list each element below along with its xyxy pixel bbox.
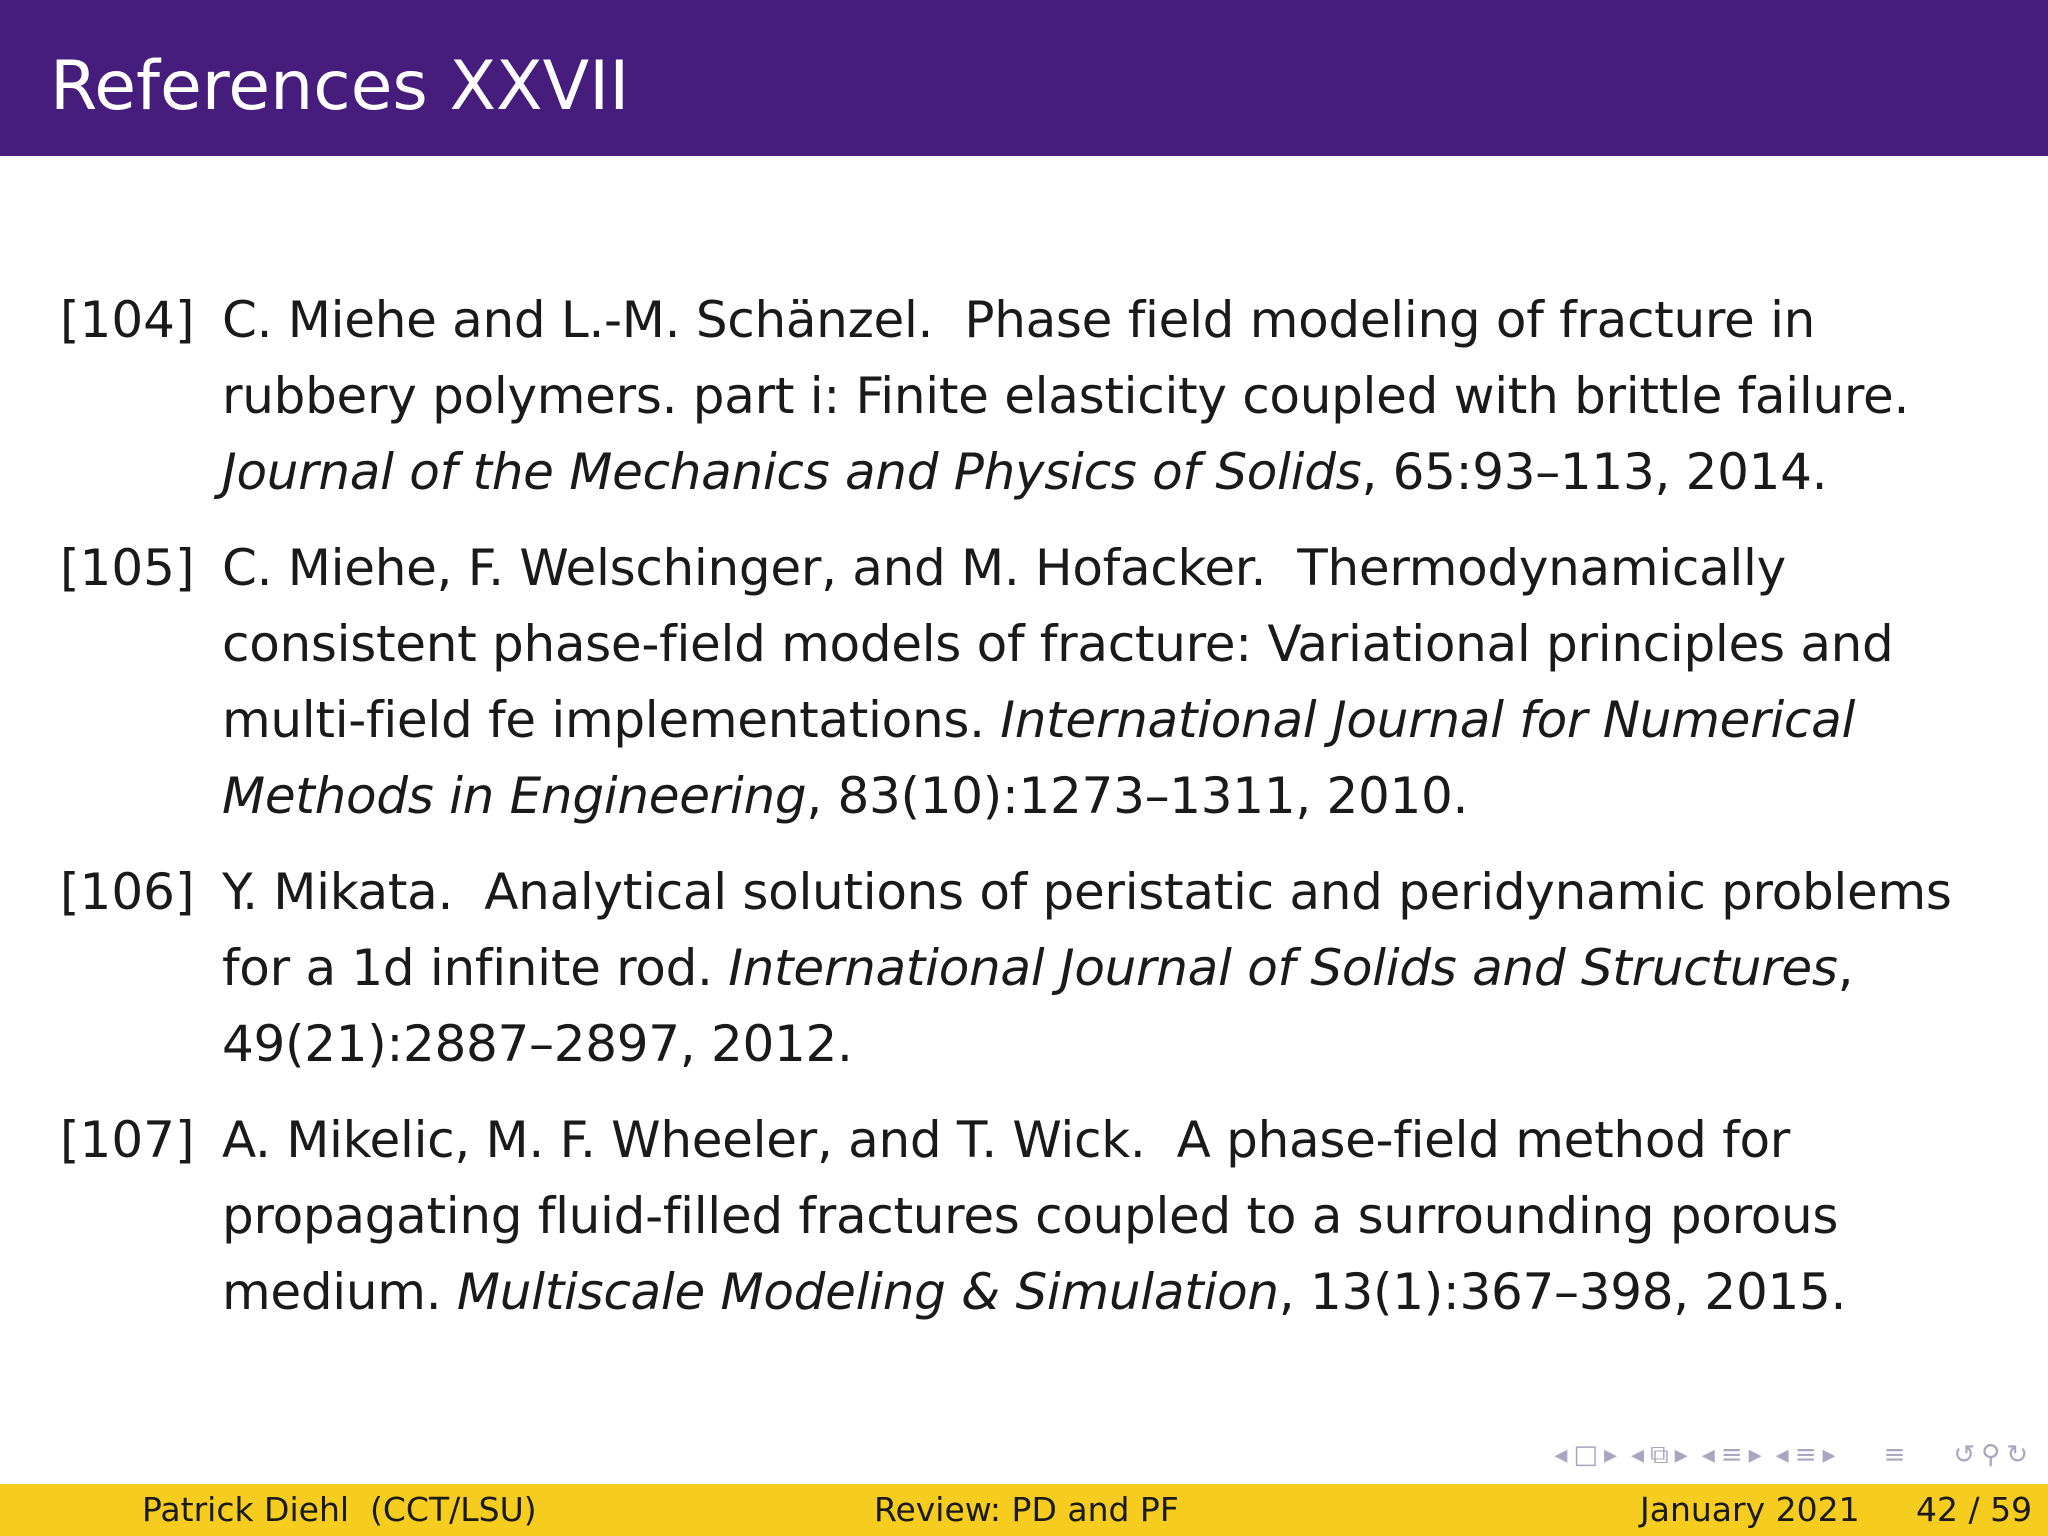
doc-icon[interactable]: ≡	[1794, 1440, 1817, 1470]
footer-author: Patrick Diehl (CCT/LSU)	[142, 1490, 537, 1529]
reference-body	[222, 530, 2010, 834]
reference-venue: Journal of the Mechanics and Physics of Solids	[222, 443, 1362, 501]
reference-body	[222, 1102, 2010, 1330]
footer-page-number: 42 / 59	[1916, 1490, 2033, 1529]
reference-authors: C. Miehe, F. Welschinger, and M. Hofacker.	[222, 539, 1267, 597]
reference-item	[60, 282, 2010, 510]
slide-header	[0, 0, 2048, 156]
prev-doc-icon[interactable]: ◂	[1775, 1440, 1789, 1470]
reference-item	[60, 854, 2010, 1082]
beamer-navigation	[1554, 1440, 2028, 1470]
reference-authors: Y. Mikata.	[222, 863, 454, 921]
prev-subsection-icon[interactable]: ◂	[1631, 1440, 1645, 1470]
next-section-icon[interactable]: ▸	[1748, 1440, 1762, 1470]
search-icon[interactable]: ⚲	[1981, 1440, 2001, 1470]
next-slide-icon[interactable]: ▸	[1603, 1440, 1618, 1470]
prev-slide-icon[interactable]: ◂	[1554, 1440, 1568, 1470]
reference-label: [106]	[60, 863, 195, 921]
reference-label: [107]	[60, 1111, 195, 1169]
reference-item	[60, 1102, 2010, 1330]
reference-label: [104]	[60, 291, 195, 349]
slide-footer	[0, 1484, 2048, 1536]
reference-venue: Multiscale Modeling & Simulation	[456, 1263, 1279, 1321]
back-icon[interactable]: ↺	[1953, 1440, 1976, 1470]
footer-date: January 2021	[1640, 1490, 1860, 1529]
prev-section-icon[interactable]: ◂	[1701, 1440, 1715, 1470]
next-subsection-icon[interactable]: ▸	[1674, 1440, 1688, 1470]
reference-item	[60, 530, 2010, 834]
align-icon[interactable]: ≡	[1883, 1440, 1906, 1470]
reference-title: Phase field modeling of fracture in rubbery polymers. part i: Finite elasticity coupled with brittle failure.	[222, 291, 1910, 425]
reference-details: , 65:93–113, 2014.	[1361, 443, 1828, 501]
frame-icon[interactable]: □	[1573, 1440, 1598, 1470]
reference-venue: International Journal for Numerical Methods in Engineering	[222, 691, 1856, 825]
references-list	[60, 282, 2010, 1350]
reference-details: , 83(10):1273–1311, 2010.	[806, 767, 1469, 825]
next-doc-icon[interactable]: ▸	[1822, 1440, 1836, 1470]
section-icon[interactable]: ≡	[1720, 1440, 1743, 1470]
reference-venue: International Journal of Solids and Structures	[728, 939, 1838, 997]
reference-body	[222, 854, 2010, 1082]
reference-details: , 49(21):2887–2897, 2012.	[222, 939, 1854, 1073]
reference-details: , 13(1):367–398, 2015.	[1278, 1263, 1847, 1321]
subsection-icon[interactable]: ⧉	[1650, 1439, 1669, 1470]
reference-body	[222, 282, 2010, 510]
reference-authors: A. Mikelic, M. F. Wheeler, and T. Wick.	[222, 1111, 1146, 1169]
reference-authors: C. Miehe and L.-M. Schänzel.	[222, 291, 934, 349]
reference-title: Analytical solutions of peristatic and peridynamic problems for a 1d infinite rod.	[222, 863, 1952, 997]
forward-icon[interactable]: ↻	[2006, 1440, 2028, 1470]
reference-title: Thermodynamically consistent phase-field models of fracture: Variational principles and multi-field fe implementations.	[222, 539, 1894, 749]
slide-title: References XXVII	[50, 47, 630, 126]
reference-label: [105]	[60, 539, 195, 597]
footer-title: Review: PD and PF	[874, 1490, 1179, 1529]
reference-title: A phase-field method for propagating fluid-filled fractures coupled to a surrounding porous medium.	[222, 1111, 1839, 1321]
